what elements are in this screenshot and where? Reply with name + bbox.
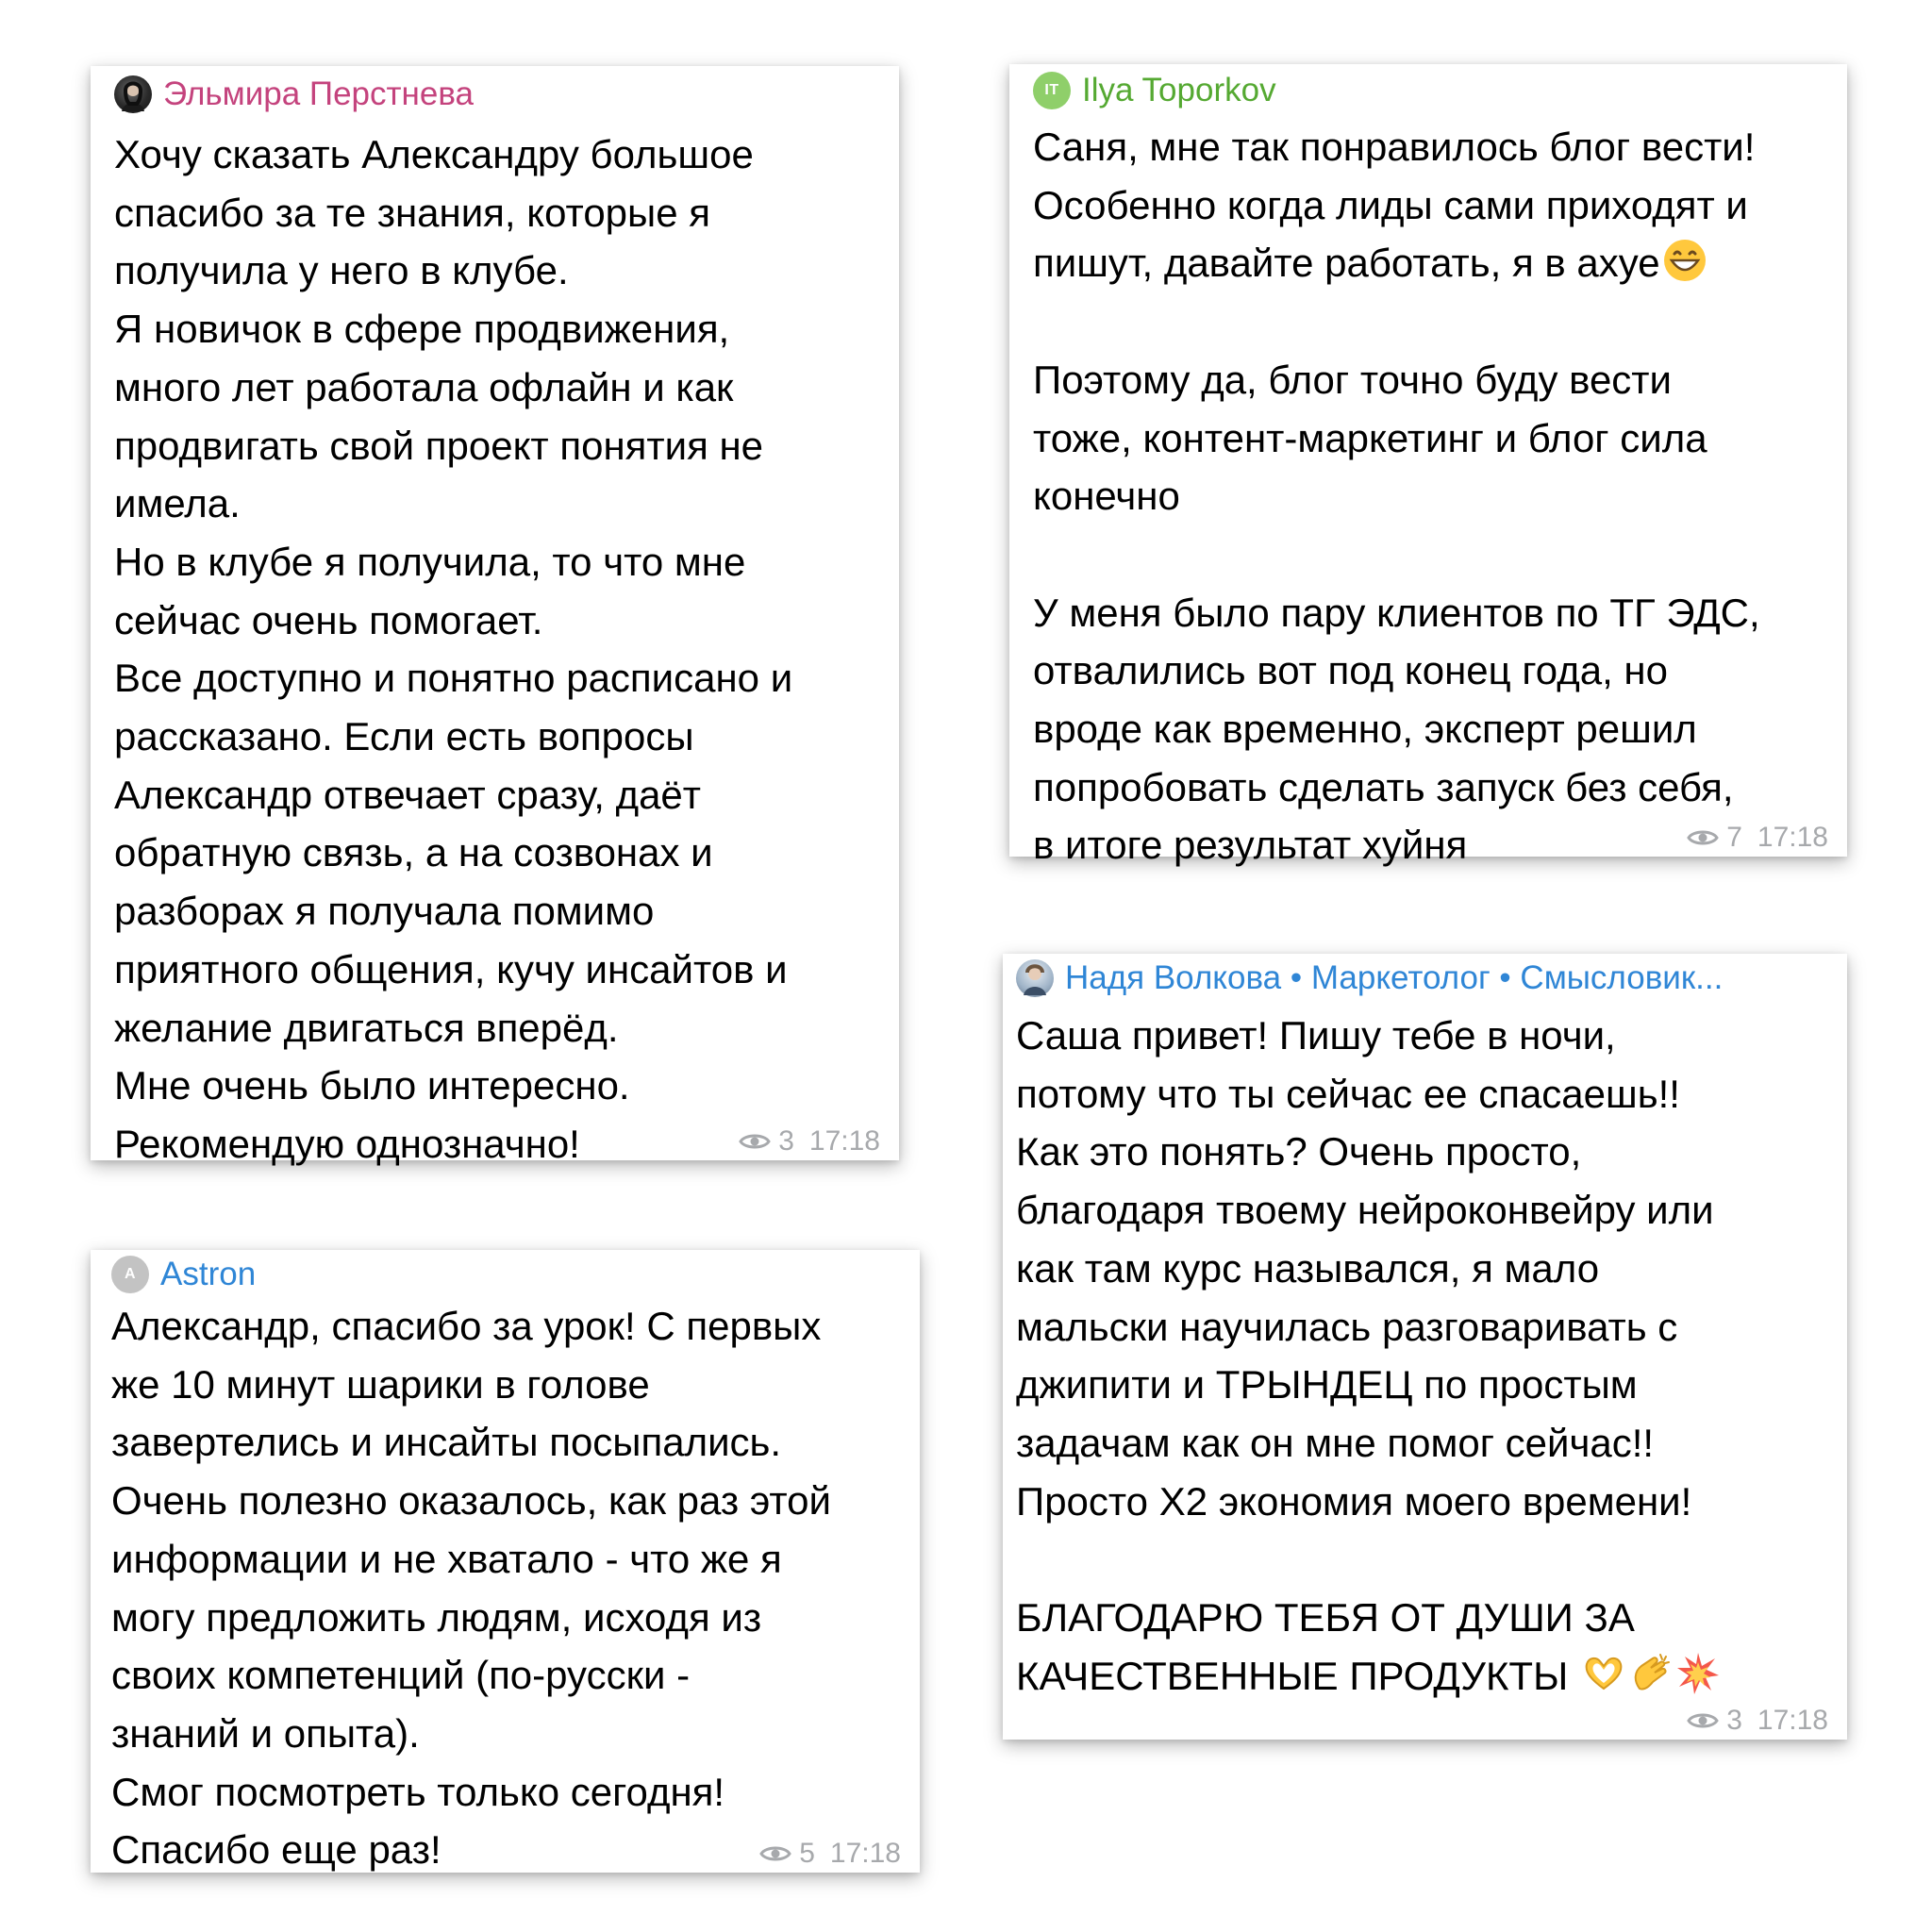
message-text-part-2: Поэтому да, блог точно буду вести тоже, контент-маркетинг и блог сила конечно У меня было пару клиентов по ТГ ЭДС, отвалились вот под конец года, но вроде как временно, эксперт решил попробовать сделать запуск без себя, в итоге результат хуйня: [1033, 357, 1760, 868]
message-meta: [1687, 821, 1828, 855]
avatar[interactable]: IT: [1033, 72, 1071, 109]
author-name[interactable]: Надя Волкова • Маркетолог • Смысловик...: [1065, 959, 1724, 996]
message-time: 17:18: [808, 1125, 880, 1157]
message-card-astron: [91, 1250, 920, 1873]
message-time: 17:18: [1757, 1705, 1828, 1736]
avatar[interactable]: [1016, 959, 1054, 997]
views-eye-icon: [739, 1131, 771, 1152]
message-meta: [739, 1124, 880, 1158]
avatar[interactable]: A: [111, 1256, 149, 1293]
message-author[interactable]: [114, 75, 876, 113]
views-eye-icon: [1687, 827, 1719, 848]
message-text: Александр, спасибо за урок! С первых же 10 минут шарики в голове завертелись и инсайты посыпались. Очень полезно оказалось, как раз этой информации и не хватало - что же я могу предложить людям, исходя из своих компетенций (по-русски - знаний и опыта). Смог посмотреть только сегодня! Спасибо еще раз!: [111, 1304, 831, 1873]
views-count: 3: [1726, 1705, 1742, 1736]
author-name[interactable]: Ilya Toporkov: [1082, 72, 1276, 108]
message-card-ilya: [1009, 64, 1847, 868]
message-time: 17:18: [1757, 822, 1828, 853]
message-author[interactable]: [1033, 72, 1828, 109]
views-count: 5: [799, 1838, 815, 1869]
clapping-hands-emoji-icon: [1628, 1651, 1674, 1696]
message-author[interactable]: [1016, 959, 1838, 997]
message-text: Хочу сказать Александру большое спасибо за те знания, которые я получила у него в клубе. Я новичок в сфере продвижения, много лет работала офлайн и как продвигать свой проект понятия не имела. Но в клубе я получила, то что мне сейчас очень помогает. Все доступно и понятно расписано и рассказано. Если есть вопросы Александр отвечает сразу, даёт обратную связь, а на созвонах и разборах я получала помимо приятного общения, кучу инсайтов и желание двигаться вперёд. Мне очень было интересно. Рекомендую однозначно!: [114, 132, 793, 1166]
message-meta: [1687, 1704, 1828, 1738]
views-count: 3: [778, 1125, 794, 1157]
message-text: [1033, 118, 1828, 874]
views-eye-icon: [1687, 1710, 1719, 1731]
message-text: [1016, 1007, 1838, 1705]
avatar-photo-icon: [1016, 959, 1054, 997]
message-time: 17:18: [829, 1838, 901, 1869]
avatar-photo-icon: [114, 75, 152, 113]
collision-emoji-icon: [1675, 1651, 1721, 1696]
author-name[interactable]: Astron: [160, 1256, 257, 1292]
avatar[interactable]: [114, 75, 152, 113]
heart-hands-emoji-icon: [1581, 1651, 1626, 1696]
grinning-face-emoji-icon: [1662, 238, 1707, 283]
message-text-part-1: Саня, мне так понравилось блог вести! Особенно когда лиды сами приходят и пишут, давайте работать, я в ахуе: [1033, 125, 1756, 286]
message-text-part-1: Саша привет! Пишу тебе в ночи, потому что ты сейчас ее спасаешь!! Как это понять? Очень просто, благодаря твоему нейроконвейру или как там курс назывался, я мало мальски научилась разговаривать с джипити и ТРЫНДЕЦ по простым задачам как он мне помог сейчас!! Просто Х2 экономия моего времени! БЛАГОДАРЮ ТЕБЯ ОТ ДУШИ ЗА КАЧЕСТВЕННЫЕ ПРОДУКТЫ: [1016, 1013, 1714, 1698]
views-count: 7: [1726, 822, 1742, 853]
views-eye-icon: [759, 1843, 791, 1864]
author-name[interactable]: Эльмира Перстнева: [163, 75, 474, 112]
message-meta: [759, 1837, 901, 1871]
message-card-elmira: [91, 66, 899, 1166]
message-card-nadya: [1003, 954, 1847, 1740]
message-author[interactable]: [111, 1256, 901, 1293]
